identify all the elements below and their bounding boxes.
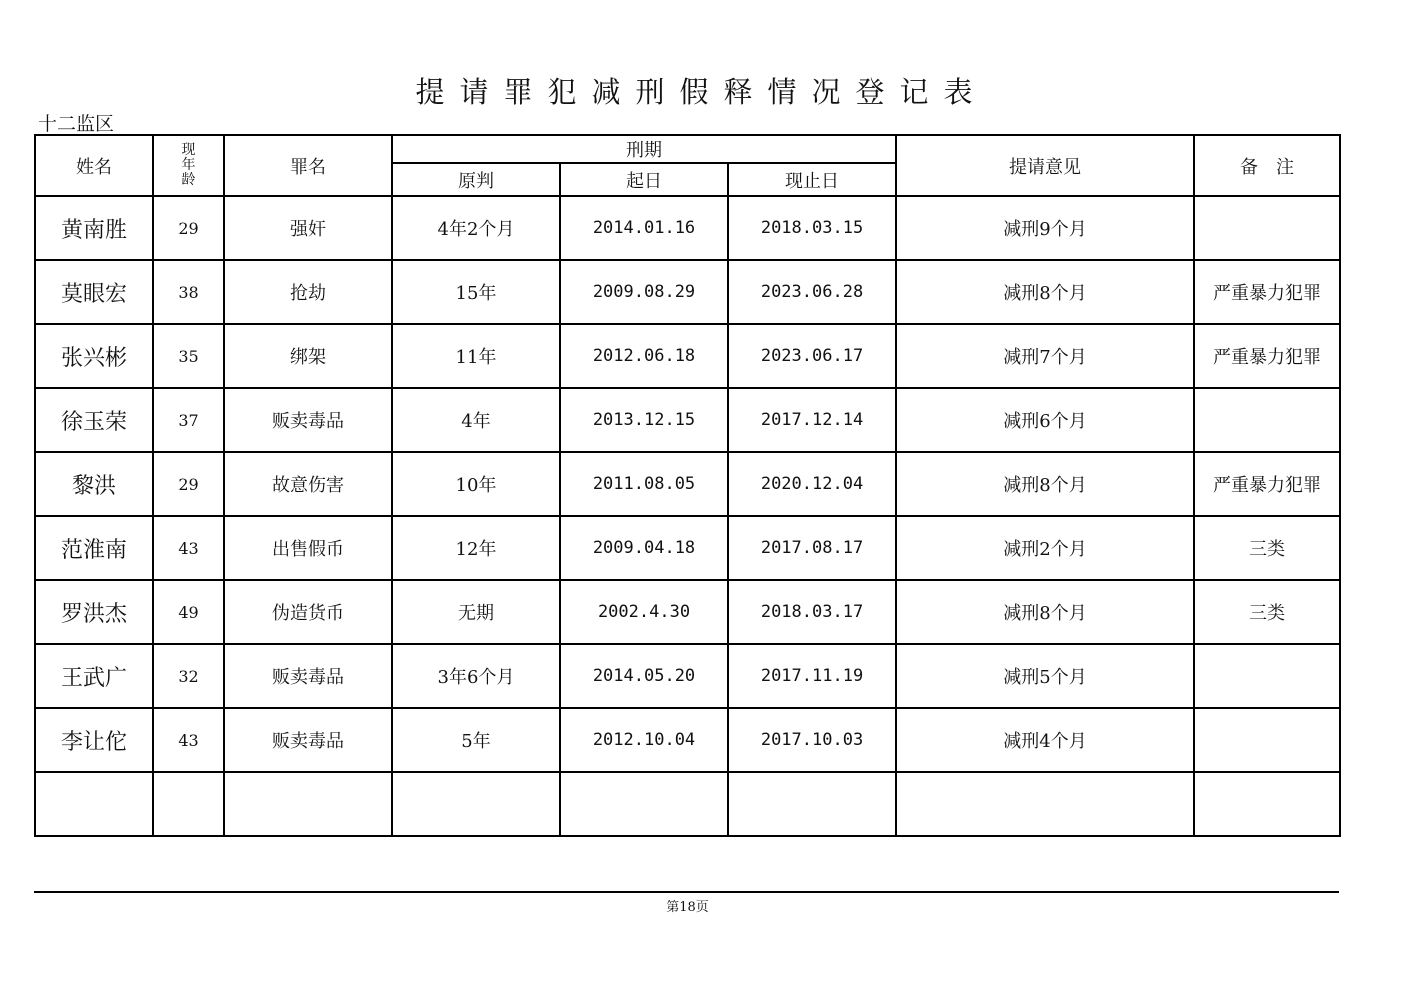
- header-sentence-group: 刑期: [392, 135, 896, 163]
- header-row-1: [35, 135, 1340, 163]
- cell-start-date: 2009.04.18: [560, 516, 728, 580]
- cell-original-sentence: 12年: [392, 516, 560, 580]
- cell-remark: 三类: [1194, 580, 1340, 644]
- cell-start-date: [560, 772, 728, 836]
- cell-crime: 出售假币: [224, 516, 392, 580]
- cell-crime: 伪造货币: [224, 580, 392, 644]
- header-crime: 罪名: [224, 135, 392, 196]
- table-row: [35, 580, 1340, 644]
- cell-name: [35, 772, 153, 836]
- cell-proposal: 减刑6个月: [896, 388, 1194, 452]
- header-proposal: 提请意见: [896, 135, 1194, 196]
- header-age: [153, 135, 224, 196]
- cell-age: 38: [153, 260, 224, 324]
- cell-age: 32: [153, 644, 224, 708]
- cell-age: 43: [153, 708, 224, 772]
- cell-original-sentence: 5年: [392, 708, 560, 772]
- cell-original-sentence: 无期: [392, 580, 560, 644]
- header-age-char-3: 龄: [181, 172, 196, 188]
- cell-end-date: 2017.11.19: [728, 644, 896, 708]
- cell-age: 37: [153, 388, 224, 452]
- cell-name: 黄南胜: [35, 196, 153, 260]
- cell-proposal: 减刑8个月: [896, 452, 1194, 516]
- cell-original-sentence: 3年6个月: [392, 644, 560, 708]
- cell-remark: [1194, 708, 1340, 772]
- footer-rule: [34, 891, 1339, 893]
- cell-end-date: 2017.08.17: [728, 516, 896, 580]
- cell-name: 张兴彬: [35, 324, 153, 388]
- cell-crime: 贩卖毒品: [224, 708, 392, 772]
- cell-proposal: 减刑5个月: [896, 644, 1194, 708]
- cell-start-date: 2013.12.15: [560, 388, 728, 452]
- cell-proposal: 减刑4个月: [896, 708, 1194, 772]
- cell-end-date: 2023.06.28: [728, 260, 896, 324]
- cell-remark: [1194, 388, 1340, 452]
- header-start: 起日: [560, 163, 728, 196]
- cell-name: 黎洪: [35, 452, 153, 516]
- cell-crime: 故意伤害: [224, 452, 392, 516]
- cell-name: 徐玉荣: [35, 388, 153, 452]
- cell-start-date: 2014.01.16: [560, 196, 728, 260]
- cell-age: 35: [153, 324, 224, 388]
- cell-end-date: 2017.10.03: [728, 708, 896, 772]
- table-row: [35, 644, 1340, 708]
- table-row: [35, 452, 1340, 516]
- table-row: [35, 516, 1340, 580]
- cell-proposal: [896, 772, 1194, 836]
- header-name: 姓名: [35, 135, 153, 196]
- cell-name: 莫眼宏: [35, 260, 153, 324]
- cell-crime: 贩卖毒品: [224, 644, 392, 708]
- cell-end-date: 2017.12.14: [728, 388, 896, 452]
- cell-age: 29: [153, 452, 224, 516]
- cell-end-date: 2018.03.15: [728, 196, 896, 260]
- cell-age: [153, 772, 224, 836]
- cell-remark: 严重暴力犯罪: [1194, 452, 1340, 516]
- cell-start-date: 2011.08.05: [560, 452, 728, 516]
- cell-original-sentence: [392, 772, 560, 836]
- cell-remark: [1194, 196, 1340, 260]
- cell-remark: 严重暴力犯罪: [1194, 260, 1340, 324]
- cell-start-date: 2009.08.29: [560, 260, 728, 324]
- cell-original-sentence: 11年: [392, 324, 560, 388]
- cell-age: 49: [153, 580, 224, 644]
- cell-crime: [224, 772, 392, 836]
- header-original: 原判: [392, 163, 560, 196]
- cell-end-date: 2018.03.17: [728, 580, 896, 644]
- cell-proposal: 减刑2个月: [896, 516, 1194, 580]
- cell-end-date: [728, 772, 896, 836]
- prison-unit-label: 十二监区: [38, 113, 115, 135]
- cell-start-date: 2014.05.20: [560, 644, 728, 708]
- cell-crime: 绑架: [224, 324, 392, 388]
- cell-crime: 强奸: [224, 196, 392, 260]
- form-title: 提请罪犯减刑假释情况登记表: [415, 75, 988, 109]
- page-number: 第18页: [666, 900, 709, 915]
- cell-proposal: 减刑8个月: [896, 260, 1194, 324]
- cell-original-sentence: 10年: [392, 452, 560, 516]
- cell-end-date: 2023.06.17: [728, 324, 896, 388]
- cell-start-date: 2002.4.30: [560, 580, 728, 644]
- header-end: 现止日: [728, 163, 896, 196]
- table-row: [35, 772, 1340, 836]
- table-row: [35, 196, 1340, 260]
- header-age-char-1: 现: [181, 142, 196, 158]
- cell-name: 罗洪杰: [35, 580, 153, 644]
- cell-name: 范淮南: [35, 516, 153, 580]
- cell-name: 李让佗: [35, 708, 153, 772]
- cell-remark: 三类: [1194, 516, 1340, 580]
- cell-proposal: 减刑8个月: [896, 580, 1194, 644]
- cell-start-date: 2012.10.04: [560, 708, 728, 772]
- cell-end-date: 2020.12.04: [728, 452, 896, 516]
- cell-proposal: 减刑7个月: [896, 324, 1194, 388]
- cell-original-sentence: 4年: [392, 388, 560, 452]
- table-body: [35, 196, 1340, 836]
- cell-crime: 贩卖毒品: [224, 388, 392, 452]
- header-remark: 备 注: [1194, 135, 1340, 196]
- cell-original-sentence: 4年2个月: [392, 196, 560, 260]
- table-row: [35, 708, 1340, 772]
- table-row: [35, 388, 1340, 452]
- cell-original-sentence: 15年: [392, 260, 560, 324]
- cell-start-date: 2012.06.18: [560, 324, 728, 388]
- cell-crime: 抢劫: [224, 260, 392, 324]
- cell-remark: 严重暴力犯罪: [1194, 324, 1340, 388]
- cell-proposal: 减刑9个月: [896, 196, 1194, 260]
- cell-age: 29: [153, 196, 224, 260]
- cell-remark: [1194, 644, 1340, 708]
- header-age-char-2: 年: [181, 157, 196, 173]
- registration-table: [34, 134, 1341, 837]
- cell-age: 43: [153, 516, 224, 580]
- cell-remark: [1194, 772, 1340, 836]
- table-row: [35, 260, 1340, 324]
- table-row: [35, 324, 1340, 388]
- cell-name: 王武广: [35, 644, 153, 708]
